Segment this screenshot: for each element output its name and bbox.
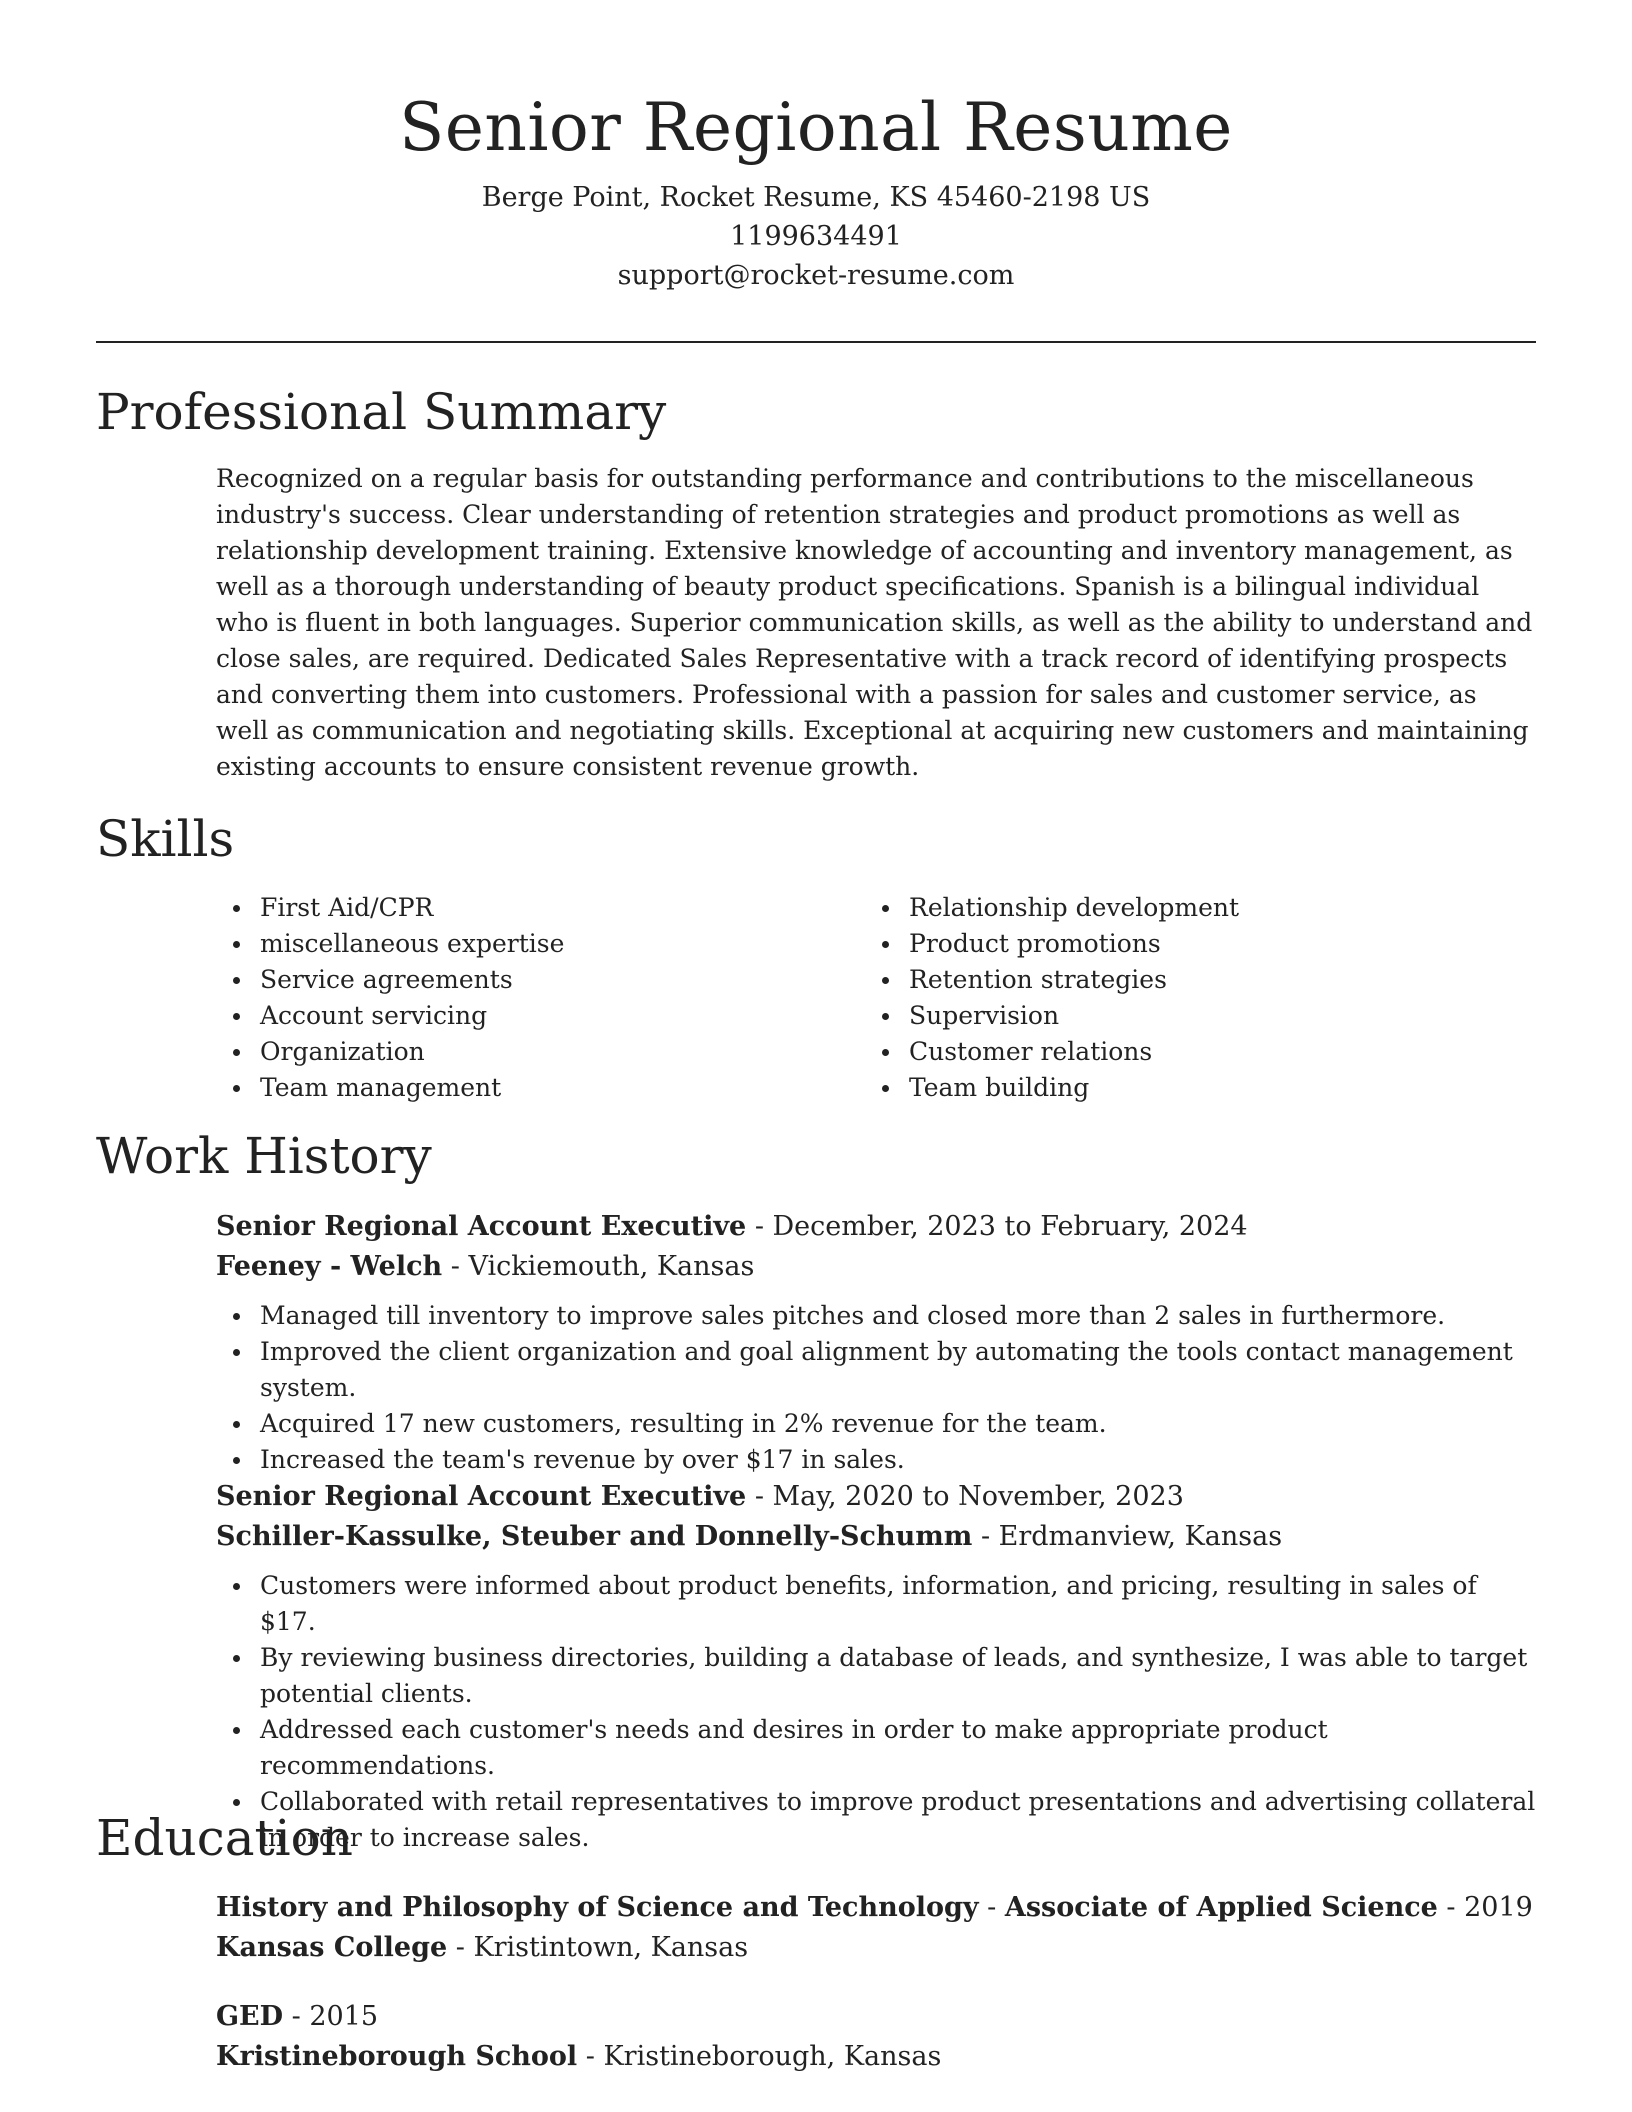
contact-address: Berge Point, Rocket Resume, KS 45460-2198 US — [481, 182, 1151, 213]
skill-item: Account servicing — [216, 998, 816, 1034]
education-year: 2015 — [309, 2001, 379, 2032]
job-company-line: Feeney - Welch - Vickiemouth, Kansas — [216, 1251, 755, 1282]
job-location: Vickiemouth, Kansas — [468, 1251, 755, 1282]
skill-item: Product promotions — [865, 926, 1465, 962]
skill-item: Team building — [865, 1070, 1465, 1106]
job-location: Erdmanview, Kansas — [998, 1521, 1283, 1552]
job-company: Schiller-Kassulke, Steuber and Donnelly-Schumm — [216, 1521, 973, 1552]
job-title: Senior Regional Account Executive — [216, 1211, 747, 1242]
job-bullet: Managed till inventory to improve sales pitches and closed more than 2 sales in furthermore. — [216, 1298, 1536, 1334]
job-bullet: Increased the team's revenue by over $17 in sales. — [216, 1442, 1536, 1478]
education-field: History and Philosophy of Science and Technology — [216, 1892, 979, 1923]
skill-item: Organization — [216, 1034, 816, 1070]
job-bullet: Addressed each customer's needs and desires in order to make appropriate product recommendations. — [216, 1712, 1536, 1784]
education-heading: Education — [96, 1809, 353, 1867]
education-location: Kristintown, Kansas — [473, 1932, 749, 1963]
education-degree: GED — [216, 2001, 284, 2032]
skill-item: Team management — [216, 1070, 816, 1106]
skill-item: Retention strategies — [865, 962, 1465, 998]
education-school: Kansas College — [216, 1932, 448, 1963]
education-entry — [216, 1888, 1536, 1968]
education-school-line: Kansas College - Kristintown, Kansas — [216, 1932, 749, 1963]
education-school: Kristineborough School — [216, 2041, 578, 2072]
job-title-line: Senior Regional Account Executive - May, 2020 to November, 2023 — [216, 1481, 1184, 1512]
work-history-heading: Work History — [96, 1127, 432, 1185]
job-entry — [216, 1207, 1536, 1287]
resume-header — [0, 78, 1632, 295]
contact-email: support@rocket-resume.com — [617, 260, 1015, 291]
skill-item: First Aid/CPR — [216, 890, 816, 926]
job-title-line: Senior Regional Account Executive - December, 2023 to February, 2024 — [216, 1211, 1248, 1242]
job-title: Senior Regional Account Executive — [216, 1481, 747, 1512]
skill-item: miscellaneous expertise — [216, 926, 816, 962]
header-divider — [96, 341, 1536, 343]
job-bullet-list — [216, 1298, 1536, 1478]
job-bullet: Collaborated with retail representatives to improve product presentations and advertising collateral in order to increase sales. — [216, 1784, 1536, 1856]
skill-item: Customer relations — [865, 1034, 1465, 1070]
resume-name: Senior Regional Resume — [399, 89, 1233, 166]
education-entry — [216, 1997, 1536, 2077]
education-year: 2019 — [1464, 1892, 1533, 1923]
contact-phone: 1199634491 — [730, 221, 902, 252]
education-degree-line: GED - 2015 — [216, 2001, 379, 2032]
job-bullet: Customers were informed about product benefits, information, and pricing, resulting in sales of $17. — [216, 1568, 1536, 1640]
job-company-line: Schiller-Kassulke, Steuber and Donnelly-Schumm - Erdmanview, Kansas — [216, 1521, 1283, 1552]
summary-text: Recognized on a regular basis for outstanding performance and contributions to the miscellaneous industry's success. Clear understanding of retention strategies and product promotions as well as relationship development training. Extensive knowledge of accounting and inventory management, as well as a thorough understanding of beauty product specifications. Spanish is a bilingual individual who is fluent in both languages. Superior communication skills, as well as the ability to understand and close sales, are required. Dedicated Sales Representative with a track record of identifying prospects and converting them into customers. Professional with a passion for sales and customer service, as well as communication and negotiating skills. Exceptional at acquiring new customers and maintaining existing accounts to ensure consistent revenue growth. — [216, 464, 1533, 781]
job-bullet: Acquired 17 new customers, resulting in 2% revenue for the team. — [216, 1406, 1536, 1442]
job-company: Feeney - Welch — [216, 1251, 443, 1282]
education-degree-line: History and Philosophy of Science and Technology - Associate of Applied Science - 2019 — [216, 1892, 1533, 1923]
job-bullet-list — [216, 1568, 1536, 1856]
job-entry — [216, 1477, 1536, 1557]
skill-item: Service agreements — [216, 962, 816, 998]
job-bullet: By reviewing business directories, building a database of leads, and synthesize, I was able to target potential clients. — [216, 1640, 1536, 1712]
skills-heading: Skills — [96, 810, 235, 868]
job-bullet: Improved the client organization and goal alignment by automating the tools contact management system. — [216, 1334, 1536, 1406]
skills-list-right — [865, 890, 1465, 1106]
education-location: Kristineborough, Kansas — [603, 2041, 942, 2072]
education-school-line: Kristineborough School - Kristineborough, Kansas — [216, 2041, 942, 2072]
education-degree: Associate of Applied Science — [1004, 1892, 1438, 1923]
skill-item: Relationship development — [865, 890, 1465, 926]
skill-item: Supervision — [865, 998, 1465, 1034]
summary-heading: Professional Summary — [96, 383, 667, 441]
job-dates: May, 2020 to November, 2023 — [772, 1481, 1184, 1512]
job-dates: December, 2023 to February, 2024 — [772, 1211, 1248, 1242]
skills-list-left — [216, 890, 816, 1106]
